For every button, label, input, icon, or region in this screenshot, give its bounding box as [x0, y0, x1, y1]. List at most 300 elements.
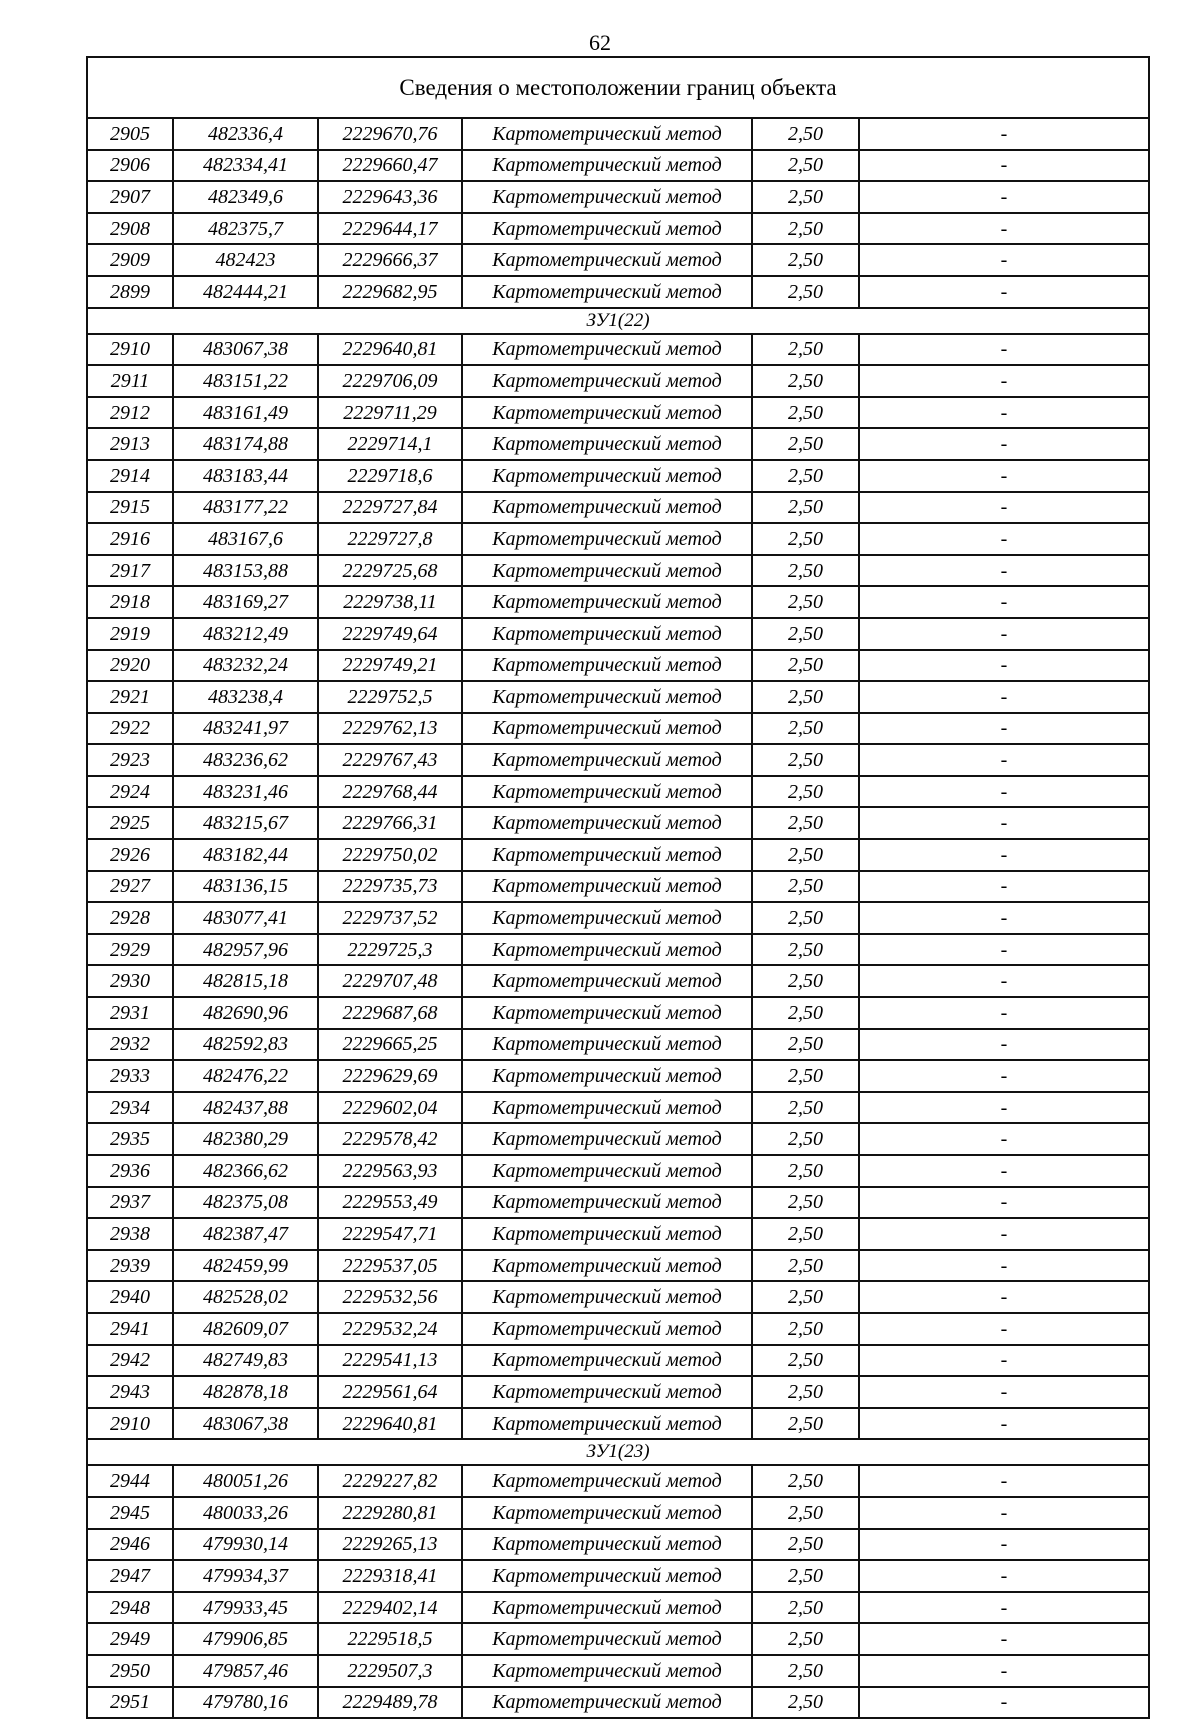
description-cell: - [859, 1376, 1149, 1408]
accuracy-cell: 2,50 [752, 150, 859, 182]
coordinate-y-cell: 2229750,02 [318, 839, 462, 871]
table-row [87, 807, 1149, 839]
coordinate-x-cell: 483183,44 [173, 460, 318, 492]
table-row [87, 1592, 1149, 1624]
point-number-cell: 2924 [87, 776, 173, 808]
coordinate-y-cell: 2229643,36 [318, 181, 462, 213]
coordinate-y-cell: 2229489,78 [318, 1687, 462, 1719]
method-cell: Картометрический метод [462, 365, 752, 397]
section-label: ЗУ1(23) [87, 1439, 1149, 1465]
accuracy-cell: 2,50 [752, 902, 859, 934]
coordinate-x-cell: 482749,83 [173, 1345, 318, 1377]
table-row [87, 965, 1149, 997]
coordinate-x-cell: 482815,18 [173, 965, 318, 997]
description-cell: - [859, 997, 1149, 1029]
section-row [87, 308, 1149, 334]
table-row [87, 1623, 1149, 1655]
point-number-cell: 2921 [87, 681, 173, 713]
coordinate-x-cell: 483241,97 [173, 713, 318, 745]
point-number-cell: 2917 [87, 555, 173, 587]
coordinate-x-cell: 480033,26 [173, 1497, 318, 1529]
coordinate-x-cell: 483169,27 [173, 586, 318, 618]
table-row [87, 213, 1149, 245]
coordinate-x-cell: 483182,44 [173, 839, 318, 871]
method-cell: Картометрический метод [462, 460, 752, 492]
accuracy-cell: 2,50 [752, 586, 859, 618]
point-number-cell: 2941 [87, 1313, 173, 1345]
method-cell: Картометрический метод [462, 1155, 752, 1187]
description-cell: - [859, 1155, 1149, 1187]
accuracy-cell: 2,50 [752, 1187, 859, 1219]
description-cell: - [859, 1623, 1149, 1655]
table-row [87, 650, 1149, 682]
coordinate-x-cell: 482375,7 [173, 213, 318, 245]
description-cell: - [859, 1123, 1149, 1155]
table-row [87, 1408, 1149, 1440]
accuracy-cell: 2,50 [752, 681, 859, 713]
method-cell: Картометрический метод [462, 213, 752, 245]
accuracy-cell: 2,50 [752, 1529, 859, 1561]
boundary-coordinates-table [86, 56, 1150, 1719]
table-row [87, 1060, 1149, 1092]
accuracy-cell: 2,50 [752, 118, 859, 150]
coordinate-x-cell: 482957,96 [173, 934, 318, 966]
description-cell: - [859, 839, 1149, 871]
point-number-cell: 2936 [87, 1155, 173, 1187]
point-number-cell: 2922 [87, 713, 173, 745]
coordinate-x-cell: 482375,08 [173, 1187, 318, 1219]
coordinate-x-cell: 483238,4 [173, 681, 318, 713]
coordinate-y-cell: 2229553,49 [318, 1187, 462, 1219]
accuracy-cell: 2,50 [752, 1250, 859, 1282]
accuracy-cell: 2,50 [752, 1497, 859, 1529]
point-number-cell: 2920 [87, 650, 173, 682]
method-cell: Картометрический метод [462, 1345, 752, 1377]
coordinate-y-cell: 2229768,44 [318, 776, 462, 808]
table-row [87, 1123, 1149, 1155]
coordinate-y-cell: 2229507,3 [318, 1655, 462, 1687]
description-cell: - [859, 1218, 1149, 1250]
accuracy-cell: 2,50 [752, 1092, 859, 1124]
table-row [87, 713, 1149, 745]
coordinate-y-cell: 2229749,21 [318, 650, 462, 682]
method-cell: Картометрический метод [462, 1592, 752, 1624]
coordinate-x-cell: 483077,41 [173, 902, 318, 934]
method-cell: Картометрический метод [462, 1281, 752, 1313]
point-number-cell: 2930 [87, 965, 173, 997]
method-cell: Картометрический метод [462, 586, 752, 618]
coordinate-x-cell: 482592,83 [173, 1029, 318, 1061]
coordinate-y-cell: 2229752,5 [318, 681, 462, 713]
table-row [87, 744, 1149, 776]
description-cell: - [859, 871, 1149, 903]
coordinate-y-cell: 2229518,5 [318, 1623, 462, 1655]
description-cell: - [859, 776, 1149, 808]
coordinate-x-cell: 483215,67 [173, 807, 318, 839]
method-cell: Картометрический метод [462, 1123, 752, 1155]
method-cell: Картометрический метод [462, 244, 752, 276]
coordinate-x-cell: 482387,47 [173, 1218, 318, 1250]
table-title: Сведения о местоположении границ объекта [87, 57, 1149, 118]
table-row [87, 934, 1149, 966]
point-number-cell: 2946 [87, 1529, 173, 1561]
description-cell: - [859, 555, 1149, 587]
point-number-cell: 2911 [87, 365, 173, 397]
method-cell: Картометрический метод [462, 902, 752, 934]
coordinate-y-cell: 2229561,64 [318, 1376, 462, 1408]
description-cell: - [859, 181, 1149, 213]
method-cell: Картометрический метод [462, 428, 752, 460]
coordinate-y-cell: 2229318,41 [318, 1560, 462, 1592]
method-cell: Картометрический метод [462, 555, 752, 587]
coordinate-x-cell: 482690,96 [173, 997, 318, 1029]
accuracy-cell: 2,50 [752, 523, 859, 555]
accuracy-cell: 2,50 [752, 1465, 859, 1497]
point-number-cell: 2940 [87, 1281, 173, 1313]
section-row [87, 1439, 1149, 1465]
description-cell: - [859, 902, 1149, 934]
point-number-cell: 2925 [87, 807, 173, 839]
coordinate-y-cell: 2229682,95 [318, 276, 462, 308]
point-number-cell: 2938 [87, 1218, 173, 1250]
table-row [87, 150, 1149, 182]
coordinate-x-cell: 483177,22 [173, 492, 318, 524]
accuracy-cell: 2,50 [752, 428, 859, 460]
method-cell: Картометрический метод [462, 839, 752, 871]
description-cell: - [859, 934, 1149, 966]
description-cell: - [859, 523, 1149, 555]
method-cell: Картометрический метод [462, 1655, 752, 1687]
method-cell: Картометрический метод [462, 523, 752, 555]
accuracy-cell: 2,50 [752, 650, 859, 682]
description-cell: - [859, 586, 1149, 618]
method-cell: Картометрический метод [462, 871, 752, 903]
description-cell: - [859, 1687, 1149, 1719]
accuracy-cell: 2,50 [752, 1376, 859, 1408]
coordinate-y-cell: 2229629,69 [318, 1060, 462, 1092]
accuracy-cell: 2,50 [752, 1155, 859, 1187]
point-number-cell: 2913 [87, 428, 173, 460]
coordinate-y-cell: 2229602,04 [318, 1092, 462, 1124]
point-number-cell: 2916 [87, 523, 173, 555]
point-number-cell: 2945 [87, 1497, 173, 1529]
coordinate-y-cell: 2229666,37 [318, 244, 462, 276]
coordinate-x-cell: 479857,46 [173, 1655, 318, 1687]
accuracy-cell: 2,50 [752, 1029, 859, 1061]
table-row [87, 839, 1149, 871]
accuracy-cell: 2,50 [752, 460, 859, 492]
accuracy-cell: 2,50 [752, 1123, 859, 1155]
coordinate-y-cell: 2229749,64 [318, 618, 462, 650]
table-row [87, 586, 1149, 618]
description-cell: - [859, 965, 1149, 997]
point-number-cell: 2949 [87, 1623, 173, 1655]
description-cell: - [859, 1060, 1149, 1092]
point-number-cell: 2915 [87, 492, 173, 524]
coordinate-y-cell: 2229706,09 [318, 365, 462, 397]
coordinate-y-cell: 2229727,84 [318, 492, 462, 524]
description-cell: - [859, 213, 1149, 245]
point-number-cell: 2934 [87, 1092, 173, 1124]
accuracy-cell: 2,50 [752, 213, 859, 245]
accuracy-cell: 2,50 [752, 1687, 859, 1719]
description-cell: - [859, 365, 1149, 397]
method-cell: Картометрический метод [462, 118, 752, 150]
accuracy-cell: 2,50 [752, 997, 859, 1029]
coordinate-y-cell: 2229707,48 [318, 965, 462, 997]
description-cell: - [859, 650, 1149, 682]
description-cell: - [859, 1345, 1149, 1377]
point-number-cell: 2923 [87, 744, 173, 776]
accuracy-cell: 2,50 [752, 807, 859, 839]
coordinate-y-cell: 2229767,43 [318, 744, 462, 776]
point-number-cell: 2947 [87, 1560, 173, 1592]
description-cell: - [859, 334, 1149, 366]
table-row [87, 1029, 1149, 1061]
coordinate-x-cell: 479906,85 [173, 1623, 318, 1655]
point-number-cell: 2907 [87, 181, 173, 213]
table-row [87, 492, 1149, 524]
table-row [87, 1187, 1149, 1219]
table-row [87, 1313, 1149, 1345]
table-row [87, 1281, 1149, 1313]
description-cell: - [859, 428, 1149, 460]
table-row [87, 118, 1149, 150]
table-row [87, 871, 1149, 903]
method-cell: Картометрический метод [462, 1029, 752, 1061]
point-number-cell: 2927 [87, 871, 173, 903]
point-number-cell: 2939 [87, 1250, 173, 1282]
method-cell: Картометрический метод [462, 1687, 752, 1719]
accuracy-cell: 2,50 [752, 713, 859, 745]
method-cell: Картометрический метод [462, 997, 752, 1029]
point-number-cell: 2912 [87, 397, 173, 429]
coordinate-y-cell: 2229265,13 [318, 1529, 462, 1561]
table-row [87, 523, 1149, 555]
description-cell: - [859, 1592, 1149, 1624]
accuracy-cell: 2,50 [752, 776, 859, 808]
description-cell: - [859, 276, 1149, 308]
method-cell: Картометрический метод [462, 807, 752, 839]
coordinate-x-cell: 482349,6 [173, 181, 318, 213]
coordinate-x-cell: 482380,29 [173, 1123, 318, 1155]
accuracy-cell: 2,50 [752, 839, 859, 871]
accuracy-cell: 2,50 [752, 1313, 859, 1345]
point-number-cell: 2914 [87, 460, 173, 492]
table-row [87, 1250, 1149, 1282]
method-cell: Картометрический метод [462, 334, 752, 366]
coordinate-y-cell: 2229532,56 [318, 1281, 462, 1313]
coordinate-y-cell: 2229227,82 [318, 1465, 462, 1497]
coordinate-y-cell: 2229532,24 [318, 1313, 462, 1345]
coordinate-x-cell: 483161,49 [173, 397, 318, 429]
coordinate-y-cell: 2229735,73 [318, 871, 462, 903]
method-cell: Картометрический метод [462, 492, 752, 524]
accuracy-cell: 2,50 [752, 555, 859, 587]
method-cell: Картометрический метод [462, 744, 752, 776]
point-number-cell: 2926 [87, 839, 173, 871]
table-row [87, 1155, 1149, 1187]
coordinate-y-cell: 2229537,05 [318, 1250, 462, 1282]
point-number-cell: 2910 [87, 1408, 173, 1440]
point-number-cell: 2906 [87, 150, 173, 182]
coordinate-y-cell: 2229714,1 [318, 428, 462, 460]
description-cell: - [859, 397, 1149, 429]
table-row [87, 1092, 1149, 1124]
table-row [87, 276, 1149, 308]
description-cell: - [859, 1281, 1149, 1313]
method-cell: Картометрический метод [462, 1313, 752, 1345]
description-cell: - [859, 1187, 1149, 1219]
description-cell: - [859, 1497, 1149, 1529]
table-row [87, 1465, 1149, 1497]
point-number-cell: 2933 [87, 1060, 173, 1092]
method-cell: Картометрический метод [462, 1187, 752, 1219]
coordinate-x-cell: 482444,21 [173, 276, 318, 308]
coordinate-x-cell: 479780,16 [173, 1687, 318, 1719]
accuracy-cell: 2,50 [752, 1060, 859, 1092]
method-cell: Картометрический метод [462, 1497, 752, 1529]
point-number-cell: 2919 [87, 618, 173, 650]
coordinate-x-cell: 482336,4 [173, 118, 318, 150]
table-row [87, 618, 1149, 650]
point-number-cell: 2909 [87, 244, 173, 276]
coordinate-x-cell: 482459,99 [173, 1250, 318, 1282]
coordinate-y-cell: 2229280,81 [318, 1497, 462, 1529]
description-cell: - [859, 1250, 1149, 1282]
coordinate-y-cell: 2229727,8 [318, 523, 462, 555]
table-row [87, 428, 1149, 460]
coordinate-x-cell: 482528,02 [173, 1281, 318, 1313]
method-cell: Картометрический метод [462, 1250, 752, 1282]
coordinate-x-cell: 483212,49 [173, 618, 318, 650]
accuracy-cell: 2,50 [752, 934, 859, 966]
method-cell: Картометрический метод [462, 1529, 752, 1561]
accuracy-cell: 2,50 [752, 276, 859, 308]
coordinate-x-cell: 483153,88 [173, 555, 318, 587]
accuracy-cell: 2,50 [752, 1218, 859, 1250]
description-cell: - [859, 618, 1149, 650]
method-cell: Картометрический метод [462, 776, 752, 808]
coordinate-y-cell: 2229725,68 [318, 555, 462, 587]
accuracy-cell: 2,50 [752, 618, 859, 650]
accuracy-cell: 2,50 [752, 1408, 859, 1440]
accuracy-cell: 2,50 [752, 397, 859, 429]
table-row [87, 181, 1149, 213]
point-number-cell: 2943 [87, 1376, 173, 1408]
description-cell: - [859, 460, 1149, 492]
table-row [87, 244, 1149, 276]
accuracy-cell: 2,50 [752, 1623, 859, 1655]
table-row [87, 1687, 1149, 1719]
point-number-cell: 2948 [87, 1592, 173, 1624]
accuracy-cell: 2,50 [752, 744, 859, 776]
description-cell: - [859, 1655, 1149, 1687]
table-row [87, 1655, 1149, 1687]
method-cell: Картометрический метод [462, 397, 752, 429]
coordinate-x-cell: 483232,24 [173, 650, 318, 682]
point-number-cell: 2918 [87, 586, 173, 618]
point-number-cell: 2932 [87, 1029, 173, 1061]
coordinate-y-cell: 2229762,13 [318, 713, 462, 745]
coordinate-x-cell: 482423 [173, 244, 318, 276]
coordinate-x-cell: 483231,46 [173, 776, 318, 808]
accuracy-cell: 2,50 [752, 965, 859, 997]
description-cell: - [859, 1560, 1149, 1592]
coordinate-x-cell: 482366,62 [173, 1155, 318, 1187]
point-number-cell: 2935 [87, 1123, 173, 1155]
accuracy-cell: 2,50 [752, 1345, 859, 1377]
coordinate-x-cell: 483067,38 [173, 334, 318, 366]
table-row [87, 681, 1149, 713]
description-cell: - [859, 807, 1149, 839]
coordinate-y-cell: 2229541,13 [318, 1345, 462, 1377]
table-row [87, 555, 1149, 587]
point-number-cell: 2908 [87, 213, 173, 245]
point-number-cell: 2951 [87, 1687, 173, 1719]
table-row [87, 365, 1149, 397]
method-cell: Картометрический метод [462, 681, 752, 713]
table-row [87, 1529, 1149, 1561]
coordinate-x-cell: 483167,6 [173, 523, 318, 555]
method-cell: Картометрический метод [462, 934, 752, 966]
coordinate-y-cell: 2229578,42 [318, 1123, 462, 1155]
point-number-cell: 2905 [87, 118, 173, 150]
description-cell: - [859, 118, 1149, 150]
table-row [87, 776, 1149, 808]
coordinate-y-cell: 2229766,31 [318, 807, 462, 839]
description-cell: - [859, 492, 1149, 524]
coordinate-x-cell: 479934,37 [173, 1560, 318, 1592]
method-cell: Картометрический метод [462, 1218, 752, 1250]
accuracy-cell: 2,50 [752, 871, 859, 903]
page-number: 62 [589, 30, 611, 55]
coordinate-x-cell: 483151,22 [173, 365, 318, 397]
method-cell: Картометрический метод [462, 1465, 752, 1497]
table-row [87, 1376, 1149, 1408]
method-cell: Картометрический метод [462, 965, 752, 997]
accuracy-cell: 2,50 [752, 1592, 859, 1624]
coordinate-y-cell: 2229711,29 [318, 397, 462, 429]
description-cell: - [859, 681, 1149, 713]
coordinate-y-cell: 2229665,25 [318, 1029, 462, 1061]
description-cell: - [859, 1029, 1149, 1061]
point-number-cell: 2937 [87, 1187, 173, 1219]
coordinate-y-cell: 2229547,71 [318, 1218, 462, 1250]
table-row [87, 334, 1149, 366]
coordinate-y-cell: 2229738,11 [318, 586, 462, 618]
coordinate-x-cell: 483236,62 [173, 744, 318, 776]
point-number-cell: 2931 [87, 997, 173, 1029]
method-cell: Картометрический метод [462, 181, 752, 213]
table-header-row [87, 57, 1149, 118]
point-number-cell: 2950 [87, 1655, 173, 1687]
point-number-cell: 2899 [87, 276, 173, 308]
accuracy-cell: 2,50 [752, 181, 859, 213]
table-row [87, 1497, 1149, 1529]
coordinate-y-cell: 2229687,68 [318, 997, 462, 1029]
method-cell: Картометрический метод [462, 1560, 752, 1592]
table-row [87, 1560, 1149, 1592]
description-cell: - [859, 1313, 1149, 1345]
table-row [87, 460, 1149, 492]
table-row [87, 1345, 1149, 1377]
description-cell: - [859, 150, 1149, 182]
coordinate-x-cell: 483174,88 [173, 428, 318, 460]
method-cell: Картометрический метод [462, 1060, 752, 1092]
point-number-cell: 2910 [87, 334, 173, 366]
coordinate-y-cell: 2229660,47 [318, 150, 462, 182]
